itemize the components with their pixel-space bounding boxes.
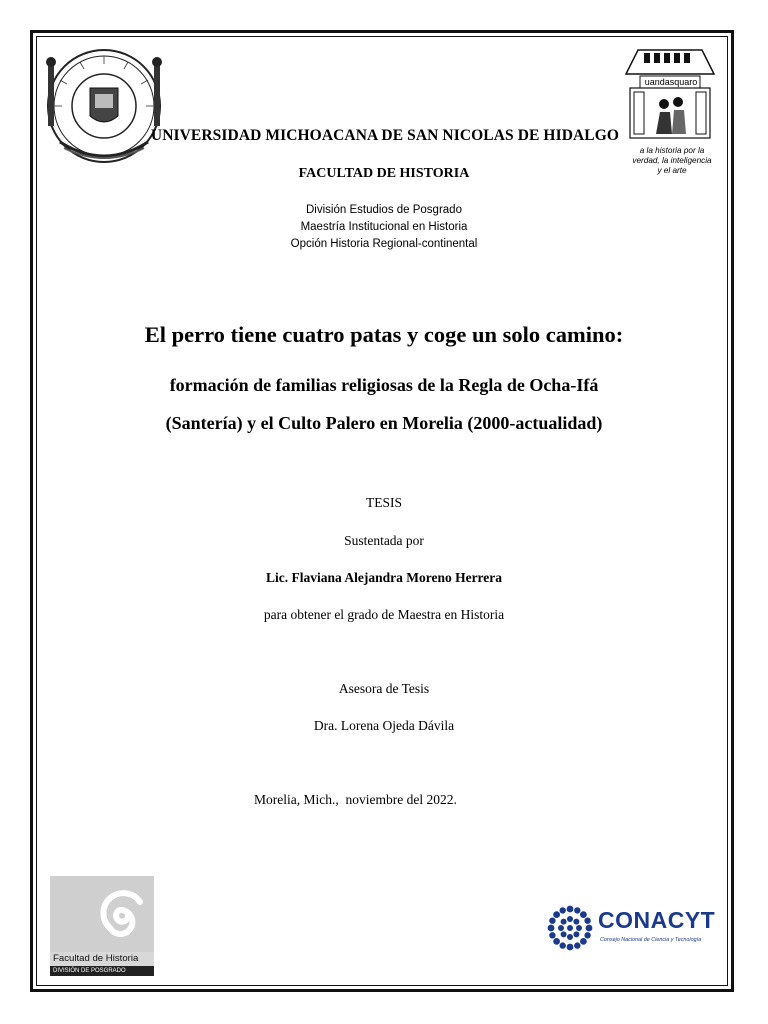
conacyt-name: CONACYT bbox=[598, 907, 716, 933]
uandasquaro-seal-logo bbox=[624, 44, 716, 144]
faculty-name: FACULTAD DE HISTORIA bbox=[298, 166, 470, 181]
advisor-label: Asesora de Tesis bbox=[338, 681, 430, 696]
author-name: Lic. Flaviana Alejandra Moreno Herrera bbox=[265, 570, 503, 585]
option-name: Opción Historia Regional-continental bbox=[290, 238, 478, 250]
seal-motto-line: y el arte bbox=[657, 166, 687, 175]
program-name: Maestría Institucional en Historia bbox=[300, 221, 468, 233]
thesis-subtitle-line-2: (Santería) y el Culto Palero en Morelia (2000-actualidad) bbox=[165, 413, 603, 433]
facultad-logo-subtitle: DIVISIÓN DE POSGRADO bbox=[50, 966, 154, 976]
university-seal-logo bbox=[40, 46, 168, 170]
place-and-date: Morelia, Mich., noviembre del 2022. bbox=[254, 792, 457, 807]
facultad-logo-title: Facultad de Historia bbox=[53, 953, 139, 964]
degree-text: para obtener el grado de Maestra en Historia bbox=[263, 607, 505, 622]
thesis-label: TESIS bbox=[365, 495, 402, 510]
thesis-title: El perro tiene cuatro patas y coge un solo camino: bbox=[144, 322, 624, 347]
conacyt-dots-icon bbox=[544, 902, 596, 954]
division-name: División Estudios de Posgrado bbox=[306, 204, 462, 216]
advisor-name: Dra. Lorena Ojeda Dávila bbox=[313, 718, 455, 733]
presented-by-label: Sustentada por bbox=[344, 533, 424, 548]
thesis-subtitle-line-1: formación de familias religiosas de la Regla de Ocha-Ifá bbox=[169, 375, 599, 395]
seal-motto-line: verdad, la inteligencia bbox=[632, 156, 712, 165]
seal-motto-line: a la historia por la bbox=[639, 146, 705, 155]
facultad-historia-logo bbox=[50, 876, 154, 976]
conacyt-tagline: Consejo Nacional de Ciencia y Tecnología bbox=[600, 937, 702, 943]
seal-motto bbox=[622, 146, 722, 176]
seal-banner-text: uandasquaro bbox=[644, 77, 698, 87]
university-name: UNIVERSIDAD MICHOACANA DE SAN NICOLAS DE HIDALGO bbox=[150, 127, 620, 144]
spiral-icon bbox=[50, 876, 154, 952]
